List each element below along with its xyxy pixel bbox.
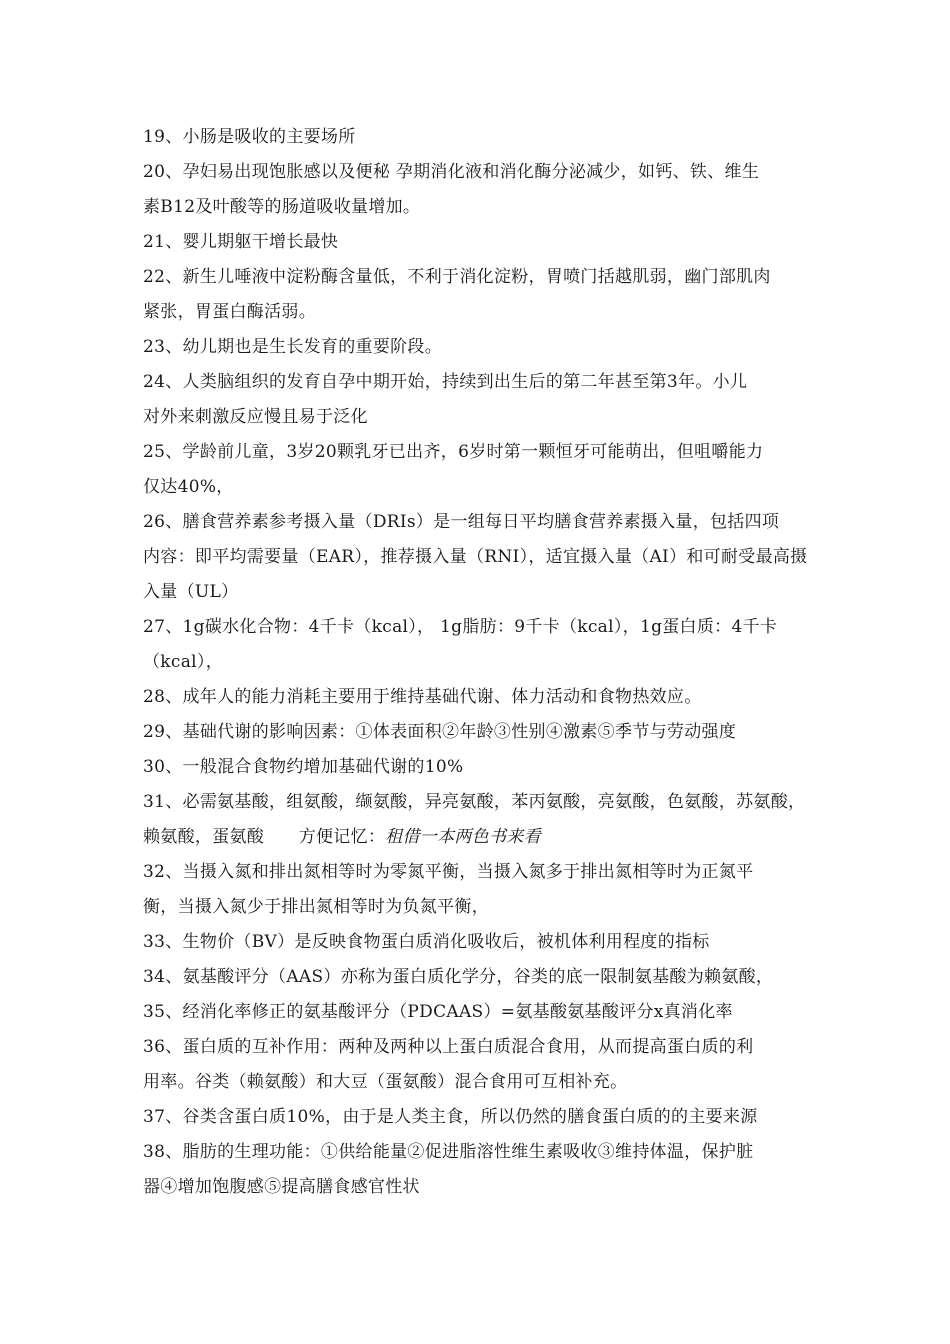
text-line: 25、学龄前儿童，3岁20颗乳牙已出齐，6岁时第一颗恒牙可能萌出，但咀嚼能力 [143,442,764,462]
text-line: 器④增加饱腹感⑤提高膳食感官性状 [143,1177,420,1197]
text-line: 20、孕妇易出现饱胀感以及便秘 孕期消化液和消化酶分泌减少，如钙、铁、维生 [143,162,760,182]
text-line: （kcal）， [143,652,223,672]
text-line: 素B12及叶酸等的肠道吸收量增加。 [143,197,421,217]
text-line: 24、人类脑组织的发育自孕中期开始，持续到出生后的第二年甚至第3年。小儿 [143,372,748,392]
text-line: 21、婴儿期躯干增长最快 [143,232,339,252]
text-line: 36、蛋白质的互补作用：两种及两种以上蛋白质混合食用，从而提高蛋白质的利 [143,1037,754,1057]
text-line: 22、新生儿唾液中淀粉酶含量低，不利于消化淀粉，胃喷门括越肌弱，幽门部肌肉 [143,267,771,287]
text-line: 26、膳食营养素参考摄入量（DRIs）是一组每日平均膳食营养素摄入量，包括四项 [143,512,780,532]
text-line: 33、生物价（BV）是反映食物蛋白质消化吸收后，被机体利用程度的指标 [143,932,710,952]
text-line: 23、幼儿期也是生长发育的重要阶段。 [143,337,443,357]
text-line: 衡，当摄入氮少于排出氮相等时为负氮平衡， [143,897,489,917]
text-line: 35、经消化率修正的氨基酸评分（PDCAAS）=氨基酸氨基酸评分x真消化率 [143,1002,733,1022]
document-body [143,120,813,1205]
text-line: 用率。谷类（赖氨酸）和大豆（蛋氨酸）混合食用可互相补充。 [143,1072,628,1092]
text-line: 28、成年人的能力消耗主要用于维持基础代谢、体力活动和食物热效应。 [143,687,702,707]
mnemonic-prefix: 赖氨酸，蛋氨酸 方便记忆： [143,827,386,847]
text-line: 32、当摄入氮和排出氮相等时为零氮平衡，当摄入氮多于排出氮相等时为正氮平 [143,862,754,882]
text-line-mnemonic [143,820,813,855]
text-line: 仅达40%， [143,477,234,497]
text-line: 27、1g碳水化合物：4千卡（kcal）， 1g脂肪：9千卡（kcal），1g蛋白质：4千卡 [143,617,778,637]
mnemonic-phrase: 租借一本两色书来看 [385,827,541,847]
text-line: 内容：即平均需要量（EAR），推荐摄入量（RNI），适宜摄入量（AI）和可耐受最高摄 [143,547,808,567]
text-line: 30、一般混合食物约增加基础代谢的10% [143,757,464,777]
text-line: 31、必需氨基酸，组氨酸，缬氨酸，异亮氨酸，苯丙氨酸，亮氨酸，色氨酸，苏氨酸， [143,792,806,812]
text-line: 37、谷类含蛋白质10%，由于是人类主食，所以仍然的膳食蛋白质的的主要来源 [143,1107,758,1127]
text-line: 38、脂肪的生理功能：①供给能量②促进脂溶性维生素吸收③维持体温，保护脏 [143,1142,754,1162]
text-line: 紧张，胃蛋白酶活弱。 [143,302,316,322]
text-line: 19、小肠是吸收的主要场所 [143,127,356,147]
text-line: 29、基础代谢的影响因素：①体表面积②年龄③性别④激素⑤季节与劳动强度 [143,722,737,742]
text-line: 入量（UL） [143,582,239,602]
text-line: 对外来刺激反应慢且易于泛化 [143,407,368,427]
text-line: 34、氨基酸评分（AAS）亦称为蛋白质化学分，谷类的底一限制氨基酸为赖氨酸， [143,967,774,987]
